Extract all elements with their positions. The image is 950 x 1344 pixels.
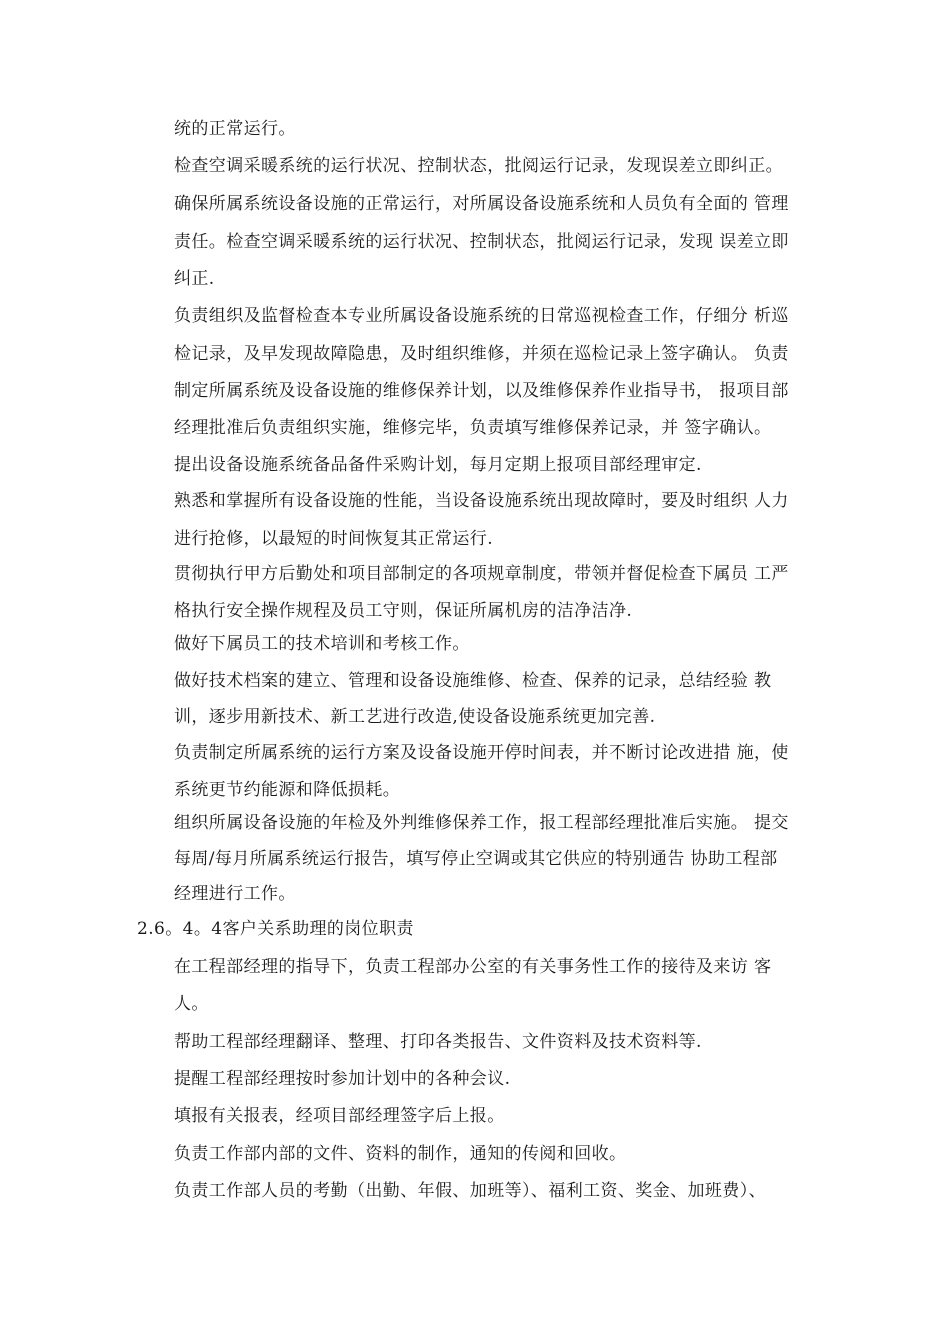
text-line: 帮助工程部经理翻译、整理、打印各类报告、文件资料及技术资料等. xyxy=(174,1032,702,1052)
text-line: 格执行安全操作规程及员工守则，保证所属机房的洁净洁净. xyxy=(174,601,633,621)
text-line: 熟悉和掌握所有设备设施的性能，当设备设施系统出现故障时，要及时组织 人力 xyxy=(174,491,789,511)
text-line: 负责制定所属系统的运行方案及设备设施开停时间表，并不断讨论改进措 施，使 xyxy=(174,743,789,763)
text-line: 负责工作部内部的文件、资料的制作，通知的传阅和回收。 xyxy=(174,1144,627,1164)
text-line: 做好技术档案的建立、管理和设备设施维修、检查、保养的记录，总结经验 教 xyxy=(174,671,772,691)
section-heading: 2.6。4。4客户关系助理的岗位职责 xyxy=(137,919,414,939)
text-line: 组织所属设备设施的年检及外判维修保养工作，报工程部经理批准后实施。 提交 xyxy=(174,813,789,833)
text-line: 人。 xyxy=(174,994,209,1014)
text-line: 检记录，及早发现故障隐患，及时组织维修，并须在巡检记录上签字确认。 负责 xyxy=(174,344,789,364)
text-line: 统的正常运行。 xyxy=(174,119,296,139)
text-line: 负责组织及监督检查本专业所属设备设施系统的日常巡视检查工作，仔细分 析巡 xyxy=(174,306,789,326)
text-line: 确保所属系统设备设施的正常运行，对所属设备设施系统和人员负有全面的 管理 xyxy=(174,194,789,214)
text-line: 每周/每月所属系统运行报告，填写停止空调或其它供应的特别通告 协助工程部 xyxy=(174,849,778,869)
text-line: 制定所属系统及设备设施的维修保养计划，以及维修保养作业指导书， 报项目部 xyxy=(174,381,789,401)
text-line: 系统更节约能源和降低损耗。 xyxy=(174,780,401,800)
text-line: 经理进行工作。 xyxy=(174,884,296,904)
text-line: 贯彻执行甲方后勤处和项目部制定的各项规章制度，带领并督促检查下属员 工严 xyxy=(174,564,789,584)
text-line: 责任。检查空调采暖系统的运行状况、控制状态，批阅运行记录，发现 误差立即 xyxy=(174,232,789,252)
text-line: 提醒工程部经理按时参加计划中的各种会议. xyxy=(174,1069,511,1089)
text-line: 填报有关报表，经项目部经理签字后上报。 xyxy=(174,1106,505,1126)
text-line: 进行抢修，以最短的时间恢复其正常运行. xyxy=(174,529,494,549)
text-line: 提出设备设施系统备品备件采购计划，每月定期上报项目部经理审定. xyxy=(174,455,702,475)
text-line: 纠正. xyxy=(174,269,215,289)
text-line: 负责工作部人员的考勤（出勤、年假、加班等）、福利工资、奖金、加班费）、 xyxy=(174,1181,766,1201)
text-line: 在工程部经理的指导下，负责工程部办公室的有关事务性工作的接待及来访 客 xyxy=(174,957,772,977)
text-line: 做好下属员工的技术培训和考核工作。 xyxy=(174,634,470,654)
text-line: 训，逐步用新技术、新工艺进行改造,使设备设施系统更加完善. xyxy=(174,707,656,727)
text-line: 检查空调采暖系统的运行状况、控制状态，批阅运行记录，发现误差立即纠正。 xyxy=(174,156,783,176)
text-line: 经理批准后负责组织实施，维修完毕，负责填写维修保养记录，并 签字确认。 xyxy=(174,418,772,438)
